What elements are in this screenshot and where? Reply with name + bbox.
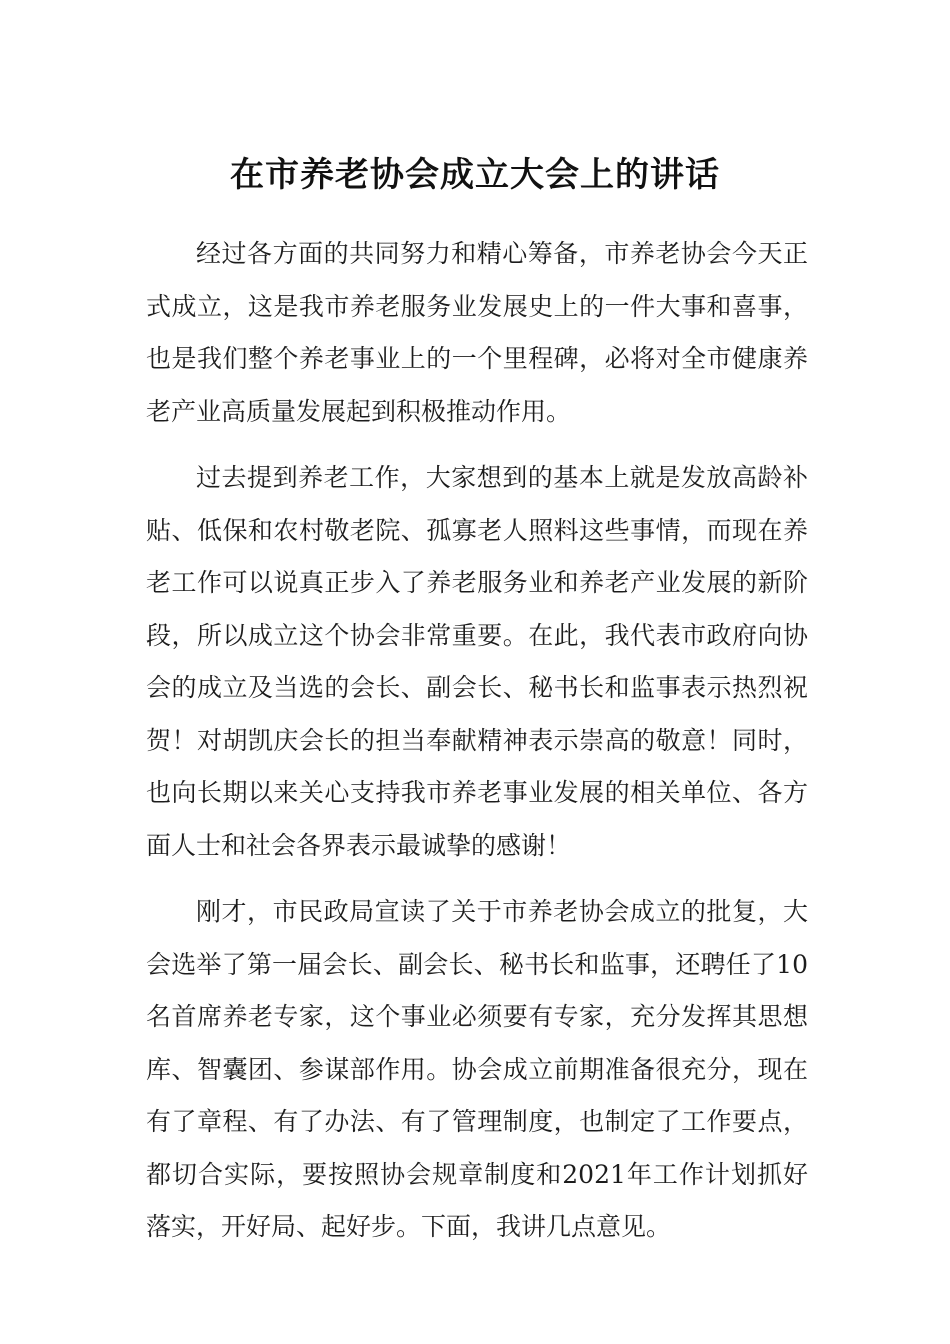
paragraph-3: 刚才，市民政局宣读了关于市养老协会成立的批复，大会选举了第一届会长、副会长、秘书长和监事，还聘任了10名首席养老专家，这个事业必须要有专家，充分发挥其思想库、智囊团、参谋部作用。协会成立前期准备很充分，现在有了章程、有了办法、有了管理制度，也制定了工作要点，都切合实际，要按照协会规章制度和2021年工作计划抓好落实，开好局、起好步。下面，我讲几点意见。: [146, 897, 808, 1241]
paragraph-1: 经过各方面的共同努力和精心筹备，市养老协会今天正式成立，这是我市养老服务业发展史上的一件大事和喜事，也是我们整个养老事业上的一个里程碑，必将对全市健康养老产业高质量发展起到积极推动作用。: [146, 239, 808, 426]
page-title: 在市养老协会成立大会上的讲话: [230, 155, 720, 195]
paragraph-2: 过去提到养老工作，大家想到的基本上就是发放高龄补贴、低保和农村敬老院、孤寡老人照料这些事情，而现在养老工作可以说真正步入了养老服务业和养老产业发展的新阶段，所以成立这个协会非常重要。在此，我代表市政府向协会的成立及当选的会长、副会长、秘书长和监事表示热烈祝贺！对胡凯庆会长的担当奉献精神表示崇高的敬意！同时，也向长期以来关心支持我市养老事业发展的相关单位、各方面人士和社会各界表示最诚挚的感谢！: [146, 463, 808, 860]
document-body: [146, 228, 808, 1268]
